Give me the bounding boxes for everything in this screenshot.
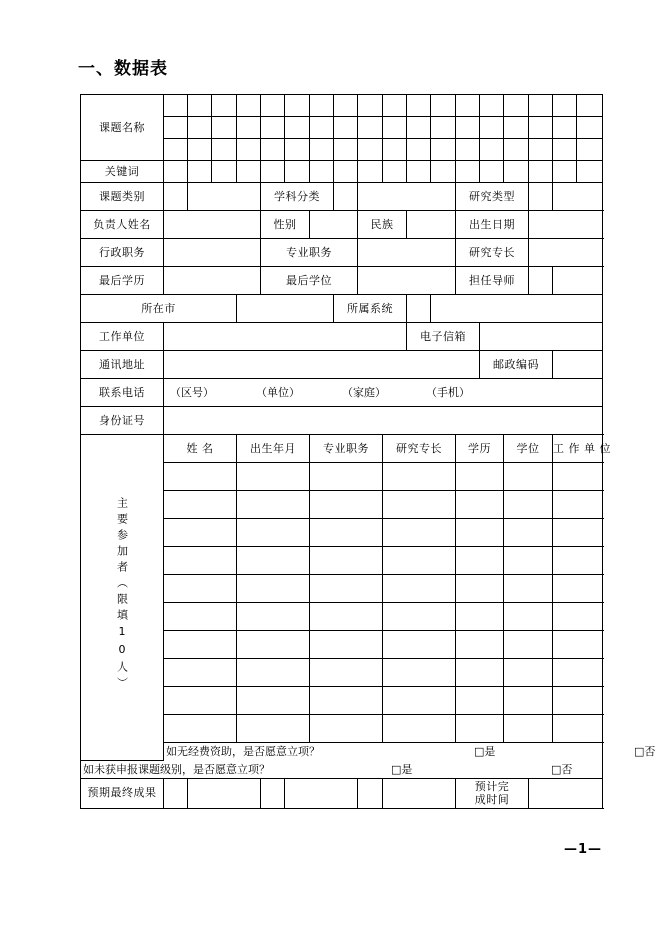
field-value-discipline-category[interactable] bbox=[358, 183, 456, 211]
expected-completion-line-2: 成时间 bbox=[474, 793, 510, 806]
participant-cell-work-unit[interactable] bbox=[553, 575, 603, 603]
participant-cell-degree[interactable] bbox=[504, 575, 553, 603]
grid-cell[interactable] bbox=[553, 95, 577, 117]
grid-cell[interactable] bbox=[383, 161, 407, 183]
table-row bbox=[81, 351, 603, 379]
participant-cell-post[interactable] bbox=[310, 463, 383, 491]
field-value-leader-name[interactable] bbox=[164, 211, 261, 239]
participant-cell-work-unit[interactable] bbox=[553, 519, 603, 547]
participant-cell-work-unit[interactable] bbox=[553, 631, 603, 659]
field-label-discipline-category: 学科分类 bbox=[261, 183, 334, 211]
grid-cell[interactable] bbox=[212, 117, 237, 139]
grid-cell[interactable] bbox=[431, 161, 456, 183]
phone-office-label: （单位） bbox=[256, 385, 300, 399]
participant-cell-education[interactable] bbox=[456, 519, 504, 547]
participant-cell-name[interactable] bbox=[164, 715, 237, 743]
table-row bbox=[81, 407, 603, 435]
participant-cell-post[interactable] bbox=[310, 491, 383, 519]
participant-cell-birth[interactable] bbox=[237, 463, 310, 491]
grid-cell[interactable] bbox=[237, 117, 261, 139]
grid-cell[interactable] bbox=[261, 95, 285, 117]
field-value-is-supervisor[interactable] bbox=[553, 267, 603, 295]
grid-cell[interactable] bbox=[310, 139, 334, 161]
table-row bbox=[81, 323, 603, 351]
grid-cell[interactable] bbox=[577, 95, 603, 117]
participant-cell-name[interactable] bbox=[164, 491, 237, 519]
field-value-id-number[interactable] bbox=[164, 407, 603, 435]
participant-cell-degree[interactable] bbox=[504, 519, 553, 547]
field-value-postal-code[interactable] bbox=[553, 351, 603, 379]
participants-col-birth: 出生年月 bbox=[237, 435, 310, 463]
question-2-yes-checkbox[interactable]: □是 bbox=[391, 762, 413, 776]
grid-cell[interactable] bbox=[188, 117, 212, 139]
grid-cell[interactable] bbox=[358, 161, 383, 183]
field-value-final-education[interactable] bbox=[164, 267, 261, 295]
table-row bbox=[81, 239, 603, 267]
field-label-contact-phone: 联系电话 bbox=[81, 379, 164, 407]
participant-cell-work-unit[interactable] bbox=[553, 715, 603, 743]
participant-cell-work-unit[interactable] bbox=[553, 463, 603, 491]
grid-cell[interactable] bbox=[358, 95, 383, 117]
participant-cell-degree[interactable] bbox=[504, 715, 553, 743]
field-label-affiliated-system: 所属系统 bbox=[334, 295, 407, 323]
field-label-professional-post: 专业职务 bbox=[261, 239, 358, 267]
participant-cell-birth[interactable] bbox=[237, 547, 310, 575]
table-row bbox=[81, 267, 603, 295]
field-value-research-type[interactable] bbox=[553, 183, 603, 211]
grid-cell[interactable] bbox=[480, 139, 504, 161]
participants-col-work-unit: 工 作 单 位 bbox=[553, 435, 603, 463]
participant-cell-post[interactable] bbox=[310, 659, 383, 687]
field-value-gender[interactable] bbox=[310, 211, 358, 239]
participants-col-post: 专业职务 bbox=[310, 435, 383, 463]
grid-cell[interactable] bbox=[164, 95, 188, 117]
participant-cell-name[interactable] bbox=[164, 519, 237, 547]
participant-cell-work-unit[interactable] bbox=[553, 491, 603, 519]
grid-cell[interactable] bbox=[407, 161, 431, 183]
expected-outcome-row bbox=[81, 778, 603, 808]
participant-cell-name[interactable] bbox=[164, 631, 237, 659]
field-value-expected-completion[interactable] bbox=[529, 778, 603, 808]
grid-cell[interactable] bbox=[407, 139, 431, 161]
table-row bbox=[81, 161, 603, 183]
participant-cell-education[interactable] bbox=[456, 491, 504, 519]
grid-cell[interactable] bbox=[529, 161, 553, 183]
participant-cell-post[interactable] bbox=[310, 631, 383, 659]
field-label-email: 电子信箱 bbox=[407, 323, 480, 351]
grid-cell[interactable] bbox=[456, 117, 480, 139]
participants-header-row bbox=[81, 435, 603, 463]
grid-cell[interactable] bbox=[553, 117, 577, 139]
field-value-discipline-mark[interactable] bbox=[334, 183, 358, 211]
question-2-no-checkbox[interactable]: □否 bbox=[551, 762, 573, 776]
field-value-birth-date[interactable] bbox=[529, 211, 603, 239]
grid-cell[interactable] bbox=[358, 117, 383, 139]
grid-cell[interactable] bbox=[480, 95, 504, 117]
grid-cell[interactable] bbox=[261, 161, 285, 183]
participant-cell-birth[interactable] bbox=[237, 631, 310, 659]
grid-cell[interactable] bbox=[553, 161, 577, 183]
grid-cell[interactable] bbox=[577, 139, 603, 161]
participant-cell-degree[interactable] bbox=[504, 659, 553, 687]
question-row-2 bbox=[81, 760, 603, 778]
participant-cell-post[interactable] bbox=[310, 519, 383, 547]
participant-cell-specialty[interactable] bbox=[383, 659, 456, 687]
field-value-project-category-mark[interactable] bbox=[164, 183, 188, 211]
participant-cell-name[interactable] bbox=[164, 463, 237, 491]
phone-mobile-label: （手机） bbox=[426, 385, 470, 399]
participant-cell-education[interactable] bbox=[456, 715, 504, 743]
field-value-ethnicity[interactable] bbox=[407, 211, 456, 239]
participant-cell-post[interactable] bbox=[310, 603, 383, 631]
participant-cell-birth[interactable] bbox=[237, 715, 310, 743]
field-label-id-number: 身份证号 bbox=[81, 407, 164, 435]
grid-cell[interactable] bbox=[431, 117, 456, 139]
field-label-gender: 性别 bbox=[261, 211, 310, 239]
field-value-work-unit[interactable] bbox=[164, 323, 407, 351]
grid-cell[interactable] bbox=[431, 139, 456, 161]
table-row bbox=[81, 295, 603, 323]
participant-cell-education[interactable] bbox=[456, 547, 504, 575]
field-label-work-unit: 工作单位 bbox=[81, 323, 164, 351]
participant-cell-education[interactable] bbox=[456, 575, 504, 603]
field-value-mailing-address[interactable] bbox=[164, 351, 480, 379]
grid-cell[interactable] bbox=[504, 139, 529, 161]
field-value-city[interactable] bbox=[237, 295, 334, 323]
field-label-expected-outcome: 预期最终成果 bbox=[81, 778, 164, 808]
page-number: —1— bbox=[563, 842, 602, 857]
grid-cell[interactable] bbox=[553, 139, 577, 161]
field-label-admin-post: 行政职务 bbox=[81, 239, 164, 267]
participant-cell-education[interactable] bbox=[456, 463, 504, 491]
table-row bbox=[81, 183, 603, 211]
participant-cell-specialty[interactable] bbox=[383, 715, 456, 743]
outcome-cell-2[interactable] bbox=[285, 778, 358, 808]
field-label-city: 所在市 bbox=[81, 295, 237, 323]
grid-cell[interactable] bbox=[334, 139, 358, 161]
field-value-admin-post[interactable] bbox=[164, 239, 261, 267]
participant-cell-degree[interactable] bbox=[504, 603, 553, 631]
participant-cell-degree[interactable] bbox=[504, 631, 553, 659]
grid-cell[interactable] bbox=[431, 95, 456, 117]
participant-cell-work-unit[interactable] bbox=[553, 659, 603, 687]
participant-cell-work-unit[interactable] bbox=[553, 603, 603, 631]
table-row bbox=[81, 379, 603, 407]
grid-cell[interactable] bbox=[480, 117, 504, 139]
grid-cell[interactable] bbox=[237, 95, 261, 117]
outcome-cell-mark-1[interactable] bbox=[164, 778, 188, 808]
grid-cell[interactable] bbox=[456, 95, 480, 117]
participants-col-name: 姓 名 bbox=[164, 435, 237, 463]
table-row bbox=[81, 211, 603, 239]
grid-cell[interactable] bbox=[456, 161, 480, 183]
field-value-contact-phone[interactable] bbox=[164, 379, 603, 407]
grid-cell[interactable] bbox=[577, 161, 603, 183]
grid-cell[interactable] bbox=[237, 139, 261, 161]
grid-cell[interactable] bbox=[164, 139, 188, 161]
outcome-cell-1[interactable] bbox=[188, 778, 261, 808]
outcome-cell-mark-2[interactable] bbox=[261, 778, 285, 808]
participant-cell-name[interactable] bbox=[164, 603, 237, 631]
grid-cell[interactable] bbox=[577, 117, 603, 139]
participant-cell-specialty[interactable] bbox=[383, 687, 456, 715]
grid-cell[interactable] bbox=[188, 95, 212, 117]
participant-cell-specialty[interactable] bbox=[383, 463, 456, 491]
question-1-text: 如无经费资助，是否愿意立项？ bbox=[166, 745, 320, 758]
participant-cell-post[interactable] bbox=[310, 687, 383, 715]
grid-cell[interactable] bbox=[529, 117, 553, 139]
grid-cell[interactable] bbox=[164, 117, 188, 139]
field-label-final-degree: 最后学位 bbox=[261, 267, 358, 295]
participant-cell-degree[interactable] bbox=[504, 547, 553, 575]
outcome-cell-mark-3[interactable] bbox=[358, 778, 383, 808]
field-value-research-type-mark[interactable] bbox=[529, 183, 553, 211]
grid-cell[interactable] bbox=[310, 117, 334, 139]
participant-cell-name[interactable] bbox=[164, 659, 237, 687]
grid-cell[interactable] bbox=[212, 161, 237, 183]
participants-col-education: 学历 bbox=[456, 435, 504, 463]
grid-cell[interactable] bbox=[529, 95, 553, 117]
participant-cell-birth[interactable] bbox=[237, 519, 310, 547]
field-label-birth-date: 出生日期 bbox=[456, 211, 529, 239]
grid-cell[interactable] bbox=[237, 161, 261, 183]
outcome-cell-3[interactable] bbox=[383, 778, 456, 808]
grid-cell[interactable] bbox=[504, 95, 529, 117]
grid-cell[interactable] bbox=[383, 117, 407, 139]
grid-cell[interactable] bbox=[383, 139, 407, 161]
question-1 bbox=[164, 743, 656, 761]
phone-home-label: （家庭） bbox=[342, 385, 386, 399]
participant-cell-post[interactable] bbox=[310, 715, 383, 743]
participant-cell-work-unit[interactable] bbox=[553, 687, 603, 715]
grid-cell[interactable] bbox=[164, 161, 188, 183]
field-label-leader-name: 负责人姓名 bbox=[81, 211, 164, 239]
grid-cell[interactable] bbox=[334, 117, 358, 139]
question-1-yes-checkbox[interactable]: □是 bbox=[474, 745, 496, 758]
participant-cell-specialty[interactable] bbox=[383, 547, 456, 575]
grid-cell[interactable] bbox=[456, 139, 480, 161]
participants-side-label: 主要参加者（限填10人） bbox=[115, 497, 129, 694]
grid-cell[interactable] bbox=[504, 117, 529, 139]
question-2-text: 如未获申报课题级别，是否愿意立项？ bbox=[83, 762, 270, 776]
grid-cell[interactable] bbox=[285, 139, 310, 161]
participant-cell-degree[interactable] bbox=[504, 463, 553, 491]
field-value-project-category[interactable] bbox=[188, 183, 261, 211]
grid-cell[interactable] bbox=[334, 161, 358, 183]
participants-col-specialty: 研究专长 bbox=[383, 435, 456, 463]
field-label-expected-completion bbox=[456, 778, 529, 808]
grid-cell[interactable] bbox=[383, 95, 407, 117]
participant-cell-education[interactable] bbox=[456, 687, 504, 715]
grid-cell[interactable] bbox=[358, 139, 383, 161]
grid-cell[interactable] bbox=[261, 117, 285, 139]
grid-cell[interactable] bbox=[407, 95, 431, 117]
participant-cell-education[interactable] bbox=[456, 631, 504, 659]
field-label-project-category: 课题类别 bbox=[81, 183, 164, 211]
field-value-research-specialty[interactable] bbox=[529, 239, 603, 267]
participant-cell-specialty[interactable] bbox=[383, 575, 456, 603]
field-value-email[interactable] bbox=[480, 323, 603, 351]
grid-cell[interactable] bbox=[212, 95, 237, 117]
grid-cell[interactable] bbox=[504, 161, 529, 183]
participant-cell-education[interactable] bbox=[456, 659, 504, 687]
field-value-affiliated-system-mark[interactable] bbox=[407, 295, 431, 323]
field-label-final-education: 最后学历 bbox=[81, 267, 164, 295]
grid-cell[interactable] bbox=[285, 117, 310, 139]
grid-cell[interactable] bbox=[407, 117, 431, 139]
field-label-postal-code: 邮政编码 bbox=[480, 351, 553, 379]
grid-cell[interactable] bbox=[285, 161, 310, 183]
field-label-research-specialty: 研究专长 bbox=[456, 239, 529, 267]
grid-cell[interactable] bbox=[529, 139, 553, 161]
participants-side-label-cell bbox=[81, 435, 164, 761]
grid-cell[interactable] bbox=[188, 161, 212, 183]
data-form-table bbox=[80, 94, 656, 809]
grid-cell[interactable] bbox=[310, 95, 334, 117]
participant-cell-degree[interactable] bbox=[504, 491, 553, 519]
grid-cell[interactable] bbox=[261, 139, 285, 161]
field-value-is-supervisor-mark[interactable] bbox=[529, 267, 553, 295]
field-value-professional-post[interactable] bbox=[358, 239, 456, 267]
grid-cell[interactable] bbox=[285, 95, 310, 117]
table-row bbox=[81, 95, 603, 117]
participant-cell-name[interactable] bbox=[164, 547, 237, 575]
field-label-ethnicity: 民族 bbox=[358, 211, 407, 239]
grid-cell[interactable] bbox=[310, 161, 334, 183]
participant-cell-post[interactable] bbox=[310, 575, 383, 603]
participant-cell-specialty[interactable] bbox=[383, 603, 456, 631]
participant-cell-work-unit[interactable] bbox=[553, 547, 603, 575]
grid-cell[interactable] bbox=[212, 139, 237, 161]
participant-cell-name[interactable] bbox=[164, 575, 237, 603]
question-2 bbox=[81, 760, 603, 778]
participant-cell-degree[interactable] bbox=[504, 687, 553, 715]
participant-cell-birth[interactable] bbox=[237, 575, 310, 603]
question-1-no-checkbox[interactable]: □否 bbox=[634, 745, 656, 758]
expected-completion-line-1: 预计完 bbox=[474, 780, 510, 793]
field-label-mailing-address: 通讯地址 bbox=[81, 351, 164, 379]
participant-cell-birth[interactable] bbox=[237, 687, 310, 715]
field-value-affiliated-system[interactable] bbox=[431, 295, 603, 323]
field-label-keywords: 关键词 bbox=[81, 161, 164, 183]
participant-cell-specialty[interactable] bbox=[383, 491, 456, 519]
field-label-research-type: 研究类型 bbox=[456, 183, 529, 211]
participant-cell-birth[interactable] bbox=[237, 603, 310, 631]
participant-cell-birth[interactable] bbox=[237, 491, 310, 519]
participant-cell-education[interactable] bbox=[456, 603, 504, 631]
field-label-is-supervisor: 担任导师 bbox=[456, 267, 529, 295]
grid-cell[interactable] bbox=[334, 95, 358, 117]
participant-cell-specialty[interactable] bbox=[383, 631, 456, 659]
participant-cell-post[interactable] bbox=[310, 547, 383, 575]
participant-cell-specialty[interactable] bbox=[383, 519, 456, 547]
participant-cell-name[interactable] bbox=[164, 687, 237, 715]
field-value-final-degree[interactable] bbox=[358, 267, 456, 295]
grid-cell[interactable] bbox=[480, 161, 504, 183]
field-label-project-title: 课题名称 bbox=[81, 95, 164, 161]
grid-cell[interactable] bbox=[188, 139, 212, 161]
participant-cell-birth[interactable] bbox=[237, 659, 310, 687]
phone-area-label: （区号） bbox=[170, 385, 214, 399]
participants-col-degree: 学位 bbox=[504, 435, 553, 463]
page-title: 一、数据表 bbox=[78, 59, 168, 79]
